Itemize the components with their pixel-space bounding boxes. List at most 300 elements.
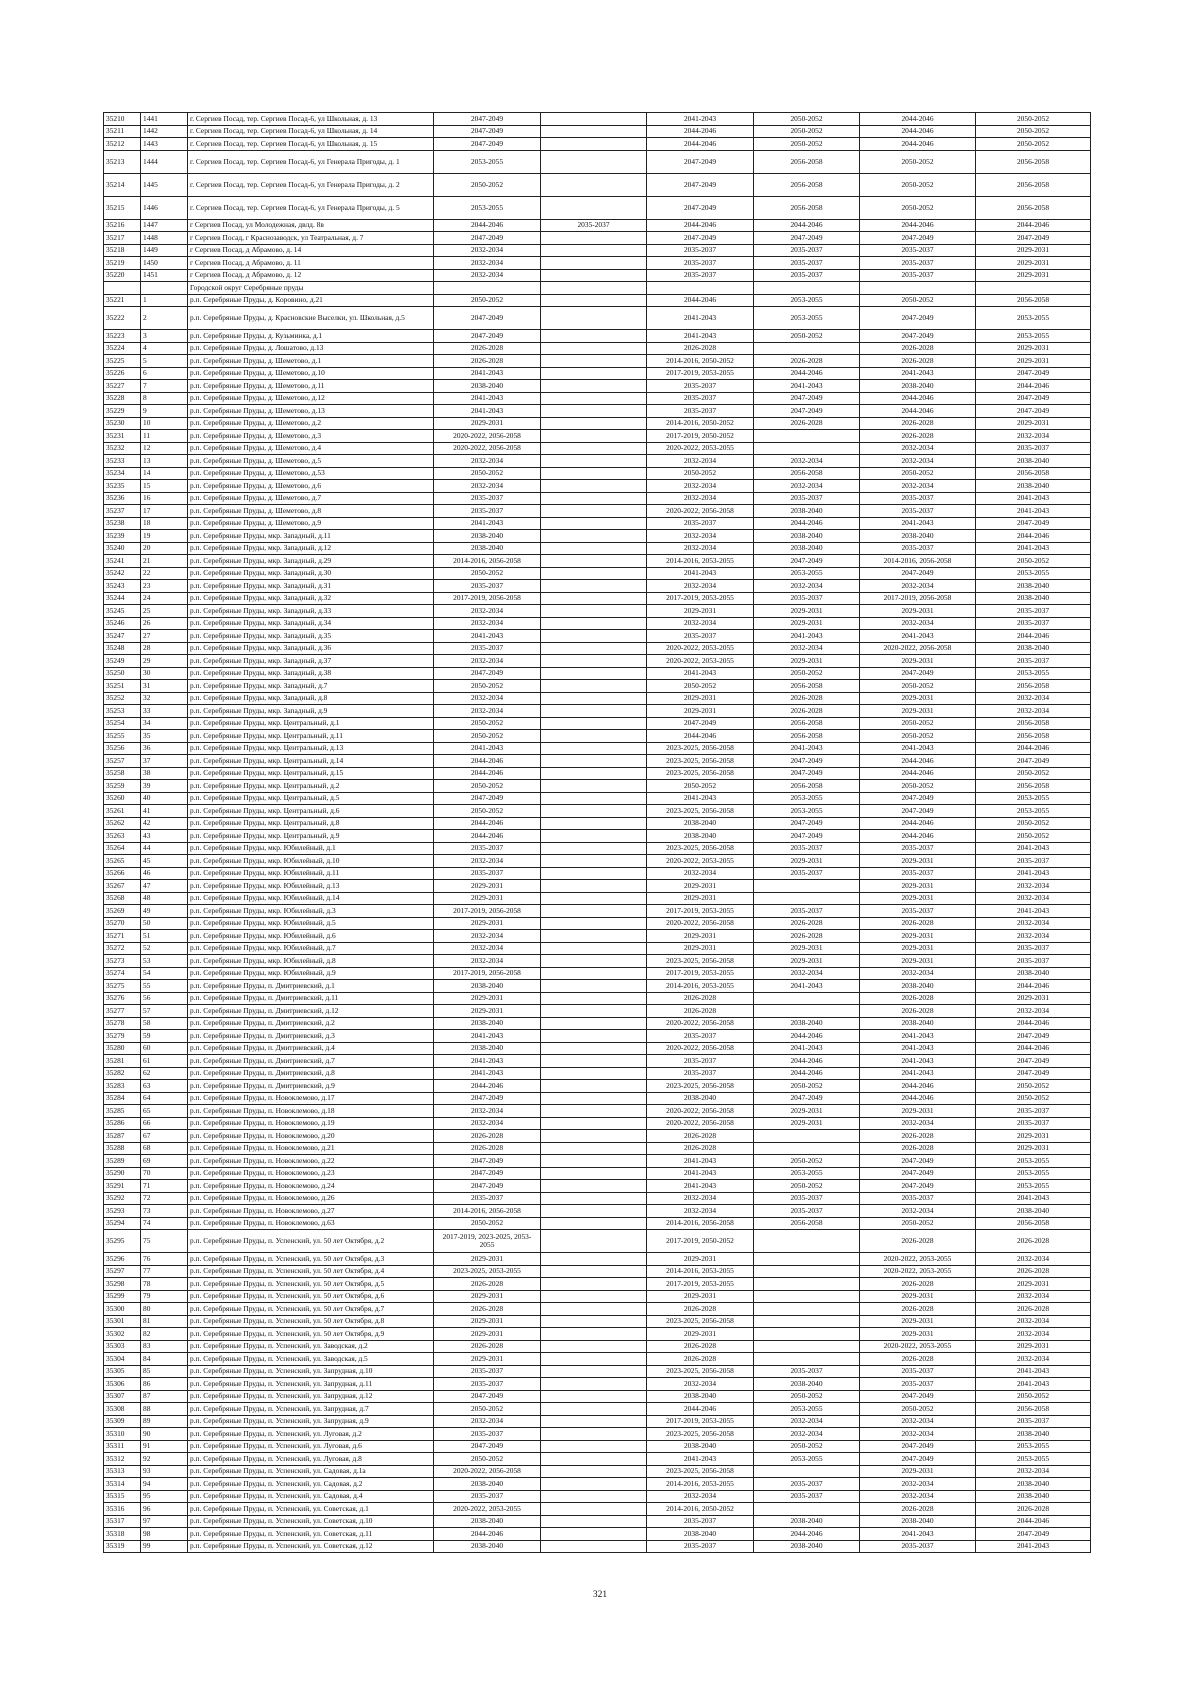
period-6: 2056-2058 <box>976 150 1091 173</box>
row-id: 35215 <box>104 196 141 219</box>
table-row <box>104 730 1091 743</box>
period-4 <box>754 1130 860 1143</box>
period-5: 2029-2031 <box>860 1328 976 1341</box>
period-2 <box>541 680 647 693</box>
period-3: 2017-2019, 2053-2055 <box>647 967 754 980</box>
row-id: 35301 <box>104 1315 141 1328</box>
local-number: 46 <box>141 867 188 880</box>
period-2 <box>541 1080 647 1093</box>
table-row <box>104 1030 1091 1043</box>
period-5: 2050-2052 <box>860 1217 976 1230</box>
period-2 <box>541 1415 647 1428</box>
table-row <box>104 867 1091 880</box>
local-number: 82 <box>141 1328 188 1341</box>
period-5: 2029-2031 <box>860 1465 976 1478</box>
address: р.п. Серебряные Пруды, мкр. Западный, д.12 <box>188 542 434 555</box>
period-2 <box>541 517 647 530</box>
period-5: 2038-2040 <box>860 1515 976 1528</box>
period-5: 2020-2022, 2053-2055 <box>860 1340 976 1353</box>
period-3: 2044-2046 <box>647 730 754 743</box>
period-4: 2056-2058 <box>754 680 860 693</box>
period-1: 2029-2031 <box>434 892 541 905</box>
row-id: 35258 <box>104 767 141 780</box>
address: р.п. Серебряные Пруды, мкр. Западный, д.34 <box>188 617 434 630</box>
period-1: 2038-2040 <box>434 1515 541 1528</box>
period-5: 2029-2031 <box>860 655 976 668</box>
local-number: 2 <box>141 307 188 330</box>
table-row <box>104 1515 1091 1528</box>
period-1: 2026-2028 <box>434 1130 541 1143</box>
period-6: 2032-2034 <box>976 892 1091 905</box>
period-4: 2047-2049 <box>754 830 860 843</box>
row-id: 35229 <box>104 405 141 418</box>
period-1: 2032-2034 <box>434 705 541 718</box>
period-5: 2035-2037 <box>860 492 976 505</box>
period-6: 2035-2037 <box>976 655 1091 668</box>
period-5: 2026-2028 <box>860 1303 976 1316</box>
local-number: 22 <box>141 567 188 580</box>
period-3: 2035-2037 <box>647 517 754 530</box>
period-5: 2044-2046 <box>860 830 976 843</box>
local-number: 32 <box>141 692 188 705</box>
period-4 <box>754 1328 860 1341</box>
period-3: 2026-2028 <box>647 1130 754 1143</box>
address: р.п. Серебряные Пруды, д. Красновские Выселки, ул. Школьная, д.5 <box>188 307 434 330</box>
period-1: 2047-2049 <box>434 667 541 680</box>
local-number: 96 <box>141 1503 188 1516</box>
period-1: 2032-2034 <box>434 455 541 468</box>
period-5: 2044-2046 <box>860 755 976 768</box>
local-number: 54 <box>141 967 188 980</box>
period-4: 2035-2037 <box>754 1205 860 1218</box>
period-2 <box>541 605 647 618</box>
local-number: 83 <box>141 1340 188 1353</box>
period-3: 2035-2037 <box>647 244 754 257</box>
period-4: 2047-2049 <box>754 817 860 830</box>
period-6: 2038-2040 <box>976 480 1091 493</box>
period-3: 2014-2016, 2050-2052 <box>647 355 754 368</box>
local-number: 72 <box>141 1192 188 1205</box>
period-5: 2032-2034 <box>860 1478 976 1491</box>
period-1: 2035-2037 <box>434 642 541 655</box>
row-id: 35315 <box>104 1490 141 1503</box>
period-3: 2026-2028 <box>647 1353 754 1366</box>
address: р.п. Серебряные Пруды, п. Успенский, ул. Заводская, д.2 <box>188 1340 434 1353</box>
row-id: 35249 <box>104 655 141 668</box>
period-2 <box>541 1365 647 1378</box>
period-2 <box>541 1465 647 1478</box>
period-5: 2029-2031 <box>860 705 976 718</box>
empty-cell <box>104 282 141 295</box>
period-2 <box>541 780 647 793</box>
address: р.п. Серебряные Пруды, п. Дмитриевский, д.9 <box>188 1080 434 1093</box>
period-5: 2029-2031 <box>860 692 976 705</box>
period-3: 2032-2034 <box>647 542 754 555</box>
period-6: 2029-2031 <box>976 1340 1091 1353</box>
period-4: 2029-2031 <box>754 1105 860 1118</box>
period-3: 2041-2043 <box>647 1155 754 1168</box>
row-id: 35269 <box>104 905 141 918</box>
period-3: 2023-2025, 2056-2058 <box>647 1465 754 1478</box>
local-number: 78 <box>141 1278 188 1291</box>
period-1: 2041-2043 <box>434 392 541 405</box>
period-6: 2026-2028 <box>976 1303 1091 1316</box>
address: р.п. Серебряные Пруды, мкр. Юбилейный, д.5 <box>188 917 434 930</box>
period-3: 2014-2016, 2056-2058 <box>647 1217 754 1230</box>
district-header: Городской округ Серебряные пруды <box>188 282 434 295</box>
local-number: 28 <box>141 642 188 655</box>
period-4: 2035-2037 <box>754 492 860 505</box>
period-3: 2023-2025, 2056-2058 <box>647 1080 754 1093</box>
period-4 <box>754 1353 860 1366</box>
address: р.п. Серебряные Пруды, мкр. Западный, д.33 <box>188 605 434 618</box>
address: р.п. Серебряные Пруды, мкр. Юбилейный, д.14 <box>188 892 434 905</box>
period-3: 2014-2016, 2053-2055 <box>647 1265 754 1278</box>
row-id: 35226 <box>104 367 141 380</box>
period-1: 2035-2037 <box>434 1192 541 1205</box>
row-id: 35279 <box>104 1030 141 1043</box>
row-id: 35228 <box>104 392 141 405</box>
period-1: 2020-2022, 2053-2055 <box>434 1503 541 1516</box>
table-row <box>104 792 1091 805</box>
period-4: 2056-2058 <box>754 730 860 743</box>
period-6: 2032-2034 <box>976 917 1091 930</box>
local-number: 53 <box>141 955 188 968</box>
period-4: 2050-2052 <box>754 1390 860 1403</box>
period-5: 2014-2016, 2056-2058 <box>860 555 976 568</box>
period-4 <box>754 892 860 905</box>
period-5: 2050-2052 <box>860 680 976 693</box>
period-3: 2035-2037 <box>647 380 754 393</box>
table-row <box>104 655 1091 668</box>
address: р.п. Серебряные Пруды, п. Успенский, ул. Запрудная, д.7 <box>188 1403 434 1416</box>
period-1: 2047-2049 <box>434 792 541 805</box>
period-1: 2026-2028 <box>434 342 541 355</box>
period-3: 2038-2040 <box>647 1440 754 1453</box>
period-3: 2020-2022, 2053-2055 <box>647 442 754 455</box>
period-1: 2032-2034 <box>434 1117 541 1130</box>
table-row <box>104 380 1091 393</box>
period-3: 2020-2022, 2053-2055 <box>647 855 754 868</box>
period-3: 2029-2031 <box>647 1290 754 1303</box>
period-5: 2029-2031 <box>860 1315 976 1328</box>
period-2 <box>541 767 647 780</box>
period-3: 2023-2025, 2056-2058 <box>647 1365 754 1378</box>
address: г. Сергиев Посад, тер. Сергиев Посад-6, ул Школьная, д. 13 <box>188 113 434 126</box>
table-row <box>104 113 1091 126</box>
table-row <box>104 1340 1091 1353</box>
period-6: 2056-2058 <box>976 294 1091 307</box>
period-2 <box>541 892 647 905</box>
period-4: 2026-2028 <box>754 355 860 368</box>
table-body <box>104 113 1091 1553</box>
period-4: 2050-2052 <box>754 1080 860 1093</box>
period-1: 2026-2028 <box>434 1340 541 1353</box>
local-number: 85 <box>141 1365 188 1378</box>
period-5: 2044-2046 <box>860 1092 976 1105</box>
period-1: 2026-2028 <box>434 355 541 368</box>
period-2 <box>541 505 647 518</box>
period-6: 2050-2052 <box>976 138 1091 151</box>
period-4: 2050-2052 <box>754 1440 860 1453</box>
period-1: 2047-2049 <box>434 1155 541 1168</box>
period-2 <box>541 1142 647 1155</box>
period-4: 2053-2055 <box>754 307 860 330</box>
period-1: 2047-2049 <box>434 125 541 138</box>
table-row <box>104 1180 1091 1193</box>
address: р.п. Серебряные Пруды, мкр. Юбилейный, д.9 <box>188 967 434 980</box>
row-id: 35270 <box>104 917 141 930</box>
local-number: 1445 <box>141 173 188 196</box>
period-4: 2026-2028 <box>754 917 860 930</box>
table-row <box>104 257 1091 270</box>
period-5: 2020-2022, 2053-2055 <box>860 1253 976 1266</box>
local-number: 4 <box>141 342 188 355</box>
period-3: 2014-2016, 2053-2055 <box>647 1478 754 1491</box>
row-id: 35313 <box>104 1465 141 1478</box>
period-3: 2035-2037 <box>647 1515 754 1528</box>
period-5: 2029-2031 <box>860 1290 976 1303</box>
period-1: 2032-2034 <box>434 1105 541 1118</box>
period-2 <box>541 830 647 843</box>
period-2 <box>541 1340 647 1353</box>
period-4: 2026-2028 <box>754 692 860 705</box>
period-3: 2017-2019, 2050-2052 <box>647 430 754 443</box>
period-4: 2038-2040 <box>754 1515 860 1528</box>
period-3: 2032-2034 <box>647 1490 754 1503</box>
period-4 <box>754 880 860 893</box>
period-6: 2038-2040 <box>976 967 1091 980</box>
period-5: 2041-2043 <box>860 1030 976 1043</box>
period-4: 2053-2055 <box>754 805 860 818</box>
row-id: 35303 <box>104 1340 141 1353</box>
row-id: 35227 <box>104 380 141 393</box>
empty-cell <box>541 282 647 295</box>
address: г. Сергиев Посад, тер. Сергиев Посад-6, ул Генерала Пригоды, д. 2 <box>188 173 434 196</box>
address: р.п. Серебряные Пруды, мкр. Западный, д.37 <box>188 655 434 668</box>
period-2 <box>541 1117 647 1130</box>
local-number: 64 <box>141 1092 188 1105</box>
period-3: 2035-2037 <box>647 1540 754 1553</box>
period-3: 2044-2046 <box>647 1403 754 1416</box>
period-3: 2038-2040 <box>647 1528 754 1541</box>
row-id: 35242 <box>104 567 141 580</box>
period-3: 2026-2028 <box>647 1303 754 1316</box>
period-4: 2047-2049 <box>754 555 860 568</box>
table-row <box>104 755 1091 768</box>
row-id: 35297 <box>104 1265 141 1278</box>
period-2 <box>541 667 647 680</box>
period-6: 2035-2037 <box>976 942 1091 955</box>
period-1: 2032-2034 <box>434 855 541 868</box>
local-number: 51 <box>141 930 188 943</box>
period-1: 2032-2034 <box>434 955 541 968</box>
period-3: 2017-2019, 2053-2055 <box>647 367 754 380</box>
address: р.п. Серебряные Пруды, п. Успенский, ул. Запрудная, д.10 <box>188 1365 434 1378</box>
period-3: 2020-2022, 2056-2058 <box>647 1042 754 1055</box>
period-4: 2035-2037 <box>754 905 860 918</box>
table-row <box>104 150 1091 173</box>
table-row <box>104 580 1091 593</box>
period-4: 2047-2049 <box>754 405 860 418</box>
period-1: 2020-2022, 2056-2058 <box>434 1465 541 1478</box>
period-2 <box>541 1290 647 1303</box>
period-4 <box>754 1253 860 1266</box>
local-number: 63 <box>141 1080 188 1093</box>
local-number: 75 <box>141 1230 188 1253</box>
period-2 <box>541 367 647 380</box>
period-1: 2050-2052 <box>434 730 541 743</box>
row-id: 35306 <box>104 1378 141 1391</box>
period-5: 2032-2034 <box>860 480 976 493</box>
period-2 <box>541 1303 647 1316</box>
row-id: 35264 <box>104 842 141 855</box>
row-id: 35251 <box>104 680 141 693</box>
period-4: 2050-2052 <box>754 667 860 680</box>
row-id: 35225 <box>104 355 141 368</box>
address: р.п. Серебряные Пруды, п. Успенский, ул. 50 лет Октября, д.5 <box>188 1278 434 1291</box>
period-5: 2035-2037 <box>860 244 976 257</box>
period-3: 2029-2031 <box>647 692 754 705</box>
table-row <box>104 942 1091 955</box>
row-id: 35312 <box>104 1453 141 1466</box>
period-6: 2050-2052 <box>976 1080 1091 1093</box>
address: р.п. Серебряные Пруды, мкр. Западный, д.8 <box>188 692 434 705</box>
local-number: 48 <box>141 892 188 905</box>
period-2 <box>541 530 647 543</box>
address: р.п. Серебряные Пруды, п. Успенский, ул. 50 лет Октября, д.3 <box>188 1253 434 1266</box>
period-3: 2041-2043 <box>647 1167 754 1180</box>
local-number: 25 <box>141 605 188 618</box>
row-id: 35302 <box>104 1328 141 1341</box>
period-5: 2032-2034 <box>860 967 976 980</box>
table-row <box>104 542 1091 555</box>
period-5: 2029-2031 <box>860 880 976 893</box>
address: р.п. Серебряные Пруды, д. Коровино, д.21 <box>188 294 434 307</box>
period-2 <box>541 1253 647 1266</box>
address: р.п. Серебряные Пруды, п. Дмитриевский, д.1 <box>188 980 434 993</box>
period-3: 2029-2031 <box>647 1328 754 1341</box>
row-id: 35221 <box>104 294 141 307</box>
address: р.п. Серебряные Пруды, д. Шеметово, д.10 <box>188 367 434 380</box>
period-6: 2044-2046 <box>976 1515 1091 1528</box>
period-5: 2044-2046 <box>860 405 976 418</box>
local-number: 13 <box>141 455 188 468</box>
local-number: 1442 <box>141 125 188 138</box>
table-row <box>104 667 1091 680</box>
address: р.п. Серебряные Пруды, д. Шеметово, д.11 <box>188 380 434 393</box>
local-number: 39 <box>141 780 188 793</box>
address: р.п. Серебряные Пруды, п. Дмитриевский, д.7 <box>188 1055 434 1068</box>
period-4: 2032-2034 <box>754 1428 860 1441</box>
period-6: 2029-2031 <box>976 1130 1091 1143</box>
period-6: 2056-2058 <box>976 730 1091 743</box>
period-4: 2038-2040 <box>754 530 860 543</box>
period-1: 2035-2037 <box>434 580 541 593</box>
period-5: 2047-2049 <box>860 1180 976 1193</box>
period-5: 2038-2040 <box>860 530 976 543</box>
row-id: 35292 <box>104 1192 141 1205</box>
period-4: 2029-2031 <box>754 855 860 868</box>
local-number: 61 <box>141 1055 188 1068</box>
period-1: 2017-2019, 2056-2058 <box>434 592 541 605</box>
local-number: 9 <box>141 405 188 418</box>
period-6: 2053-2055 <box>976 805 1091 818</box>
period-2 <box>541 1055 647 1068</box>
table-row <box>104 705 1091 718</box>
period-5: 2020-2022, 2056-2058 <box>860 642 976 655</box>
row-id: 35235 <box>104 480 141 493</box>
period-4 <box>754 1503 860 1516</box>
address: р.п. Серебряные Пруды, мкр. Западный, д.30 <box>188 567 434 580</box>
row-id: 35256 <box>104 742 141 755</box>
local-number: 92 <box>141 1453 188 1466</box>
period-4 <box>754 430 860 443</box>
period-4: 2038-2040 <box>754 1378 860 1391</box>
period-1: 2050-2052 <box>434 805 541 818</box>
address: р.п. Серебряные Пруды, п. Успенский, ул. Запрудная, д.12 <box>188 1390 434 1403</box>
address: р.п. Серебряные Пруды, п. Новоклемово, д.19 <box>188 1117 434 1130</box>
period-6: 2056-2058 <box>976 196 1091 219</box>
row-id: 35283 <box>104 1080 141 1093</box>
period-4: 2035-2037 <box>754 244 860 257</box>
period-1: 2032-2034 <box>434 244 541 257</box>
local-number: 77 <box>141 1265 188 1278</box>
table-row <box>104 767 1091 780</box>
row-id: 35260 <box>104 792 141 805</box>
local-number: 23 <box>141 580 188 593</box>
row-id: 35261 <box>104 805 141 818</box>
period-3: 2032-2034 <box>647 867 754 880</box>
local-number: 15 <box>141 480 188 493</box>
local-number: 60 <box>141 1042 188 1055</box>
address: р.п. Серебряные Пруды, д. Кузьминка, д.1 <box>188 330 434 343</box>
local-number: 73 <box>141 1205 188 1218</box>
period-4: 2029-2031 <box>754 942 860 955</box>
period-4: 2056-2058 <box>754 173 860 196</box>
period-2 <box>541 355 647 368</box>
period-1: 2050-2052 <box>434 467 541 480</box>
period-4: 2029-2031 <box>754 955 860 968</box>
period-1: 2038-2040 <box>434 980 541 993</box>
period-1: 2035-2037 <box>434 1490 541 1503</box>
local-number: 99 <box>141 1540 188 1553</box>
period-3: 2023-2025, 2056-2058 <box>647 955 754 968</box>
address: р.п. Серебряные Пруды, п. Дмитриевский, д.3 <box>188 1030 434 1043</box>
period-3: 2029-2031 <box>647 942 754 955</box>
period-2 <box>541 630 647 643</box>
period-2 <box>541 480 647 493</box>
period-1: 2038-2040 <box>434 530 541 543</box>
period-1: 2047-2049 <box>434 330 541 343</box>
period-4: 2035-2037 <box>754 867 860 880</box>
period-2 <box>541 855 647 868</box>
period-6: 2029-2031 <box>976 1278 1091 1291</box>
period-3: 2047-2049 <box>647 150 754 173</box>
period-2 <box>541 173 647 196</box>
period-3: 2041-2043 <box>647 307 754 330</box>
period-5: 2035-2037 <box>860 1540 976 1553</box>
local-number: 3 <box>141 330 188 343</box>
period-4: 2044-2046 <box>754 1067 860 1080</box>
period-2 <box>541 755 647 768</box>
address: р.п. Серебряные Пруды, п. Новоклемово, д.21 <box>188 1142 434 1155</box>
address: р.п. Серебряные Пруды, мкр. Центральный, д.13 <box>188 742 434 755</box>
row-id: 35310 <box>104 1428 141 1441</box>
period-6: 2041-2043 <box>976 1365 1091 1378</box>
address: г Сергиев Посад, г Краснозаводск, ул Театральная, д. 7 <box>188 232 434 245</box>
period-6: 2047-2049 <box>976 392 1091 405</box>
